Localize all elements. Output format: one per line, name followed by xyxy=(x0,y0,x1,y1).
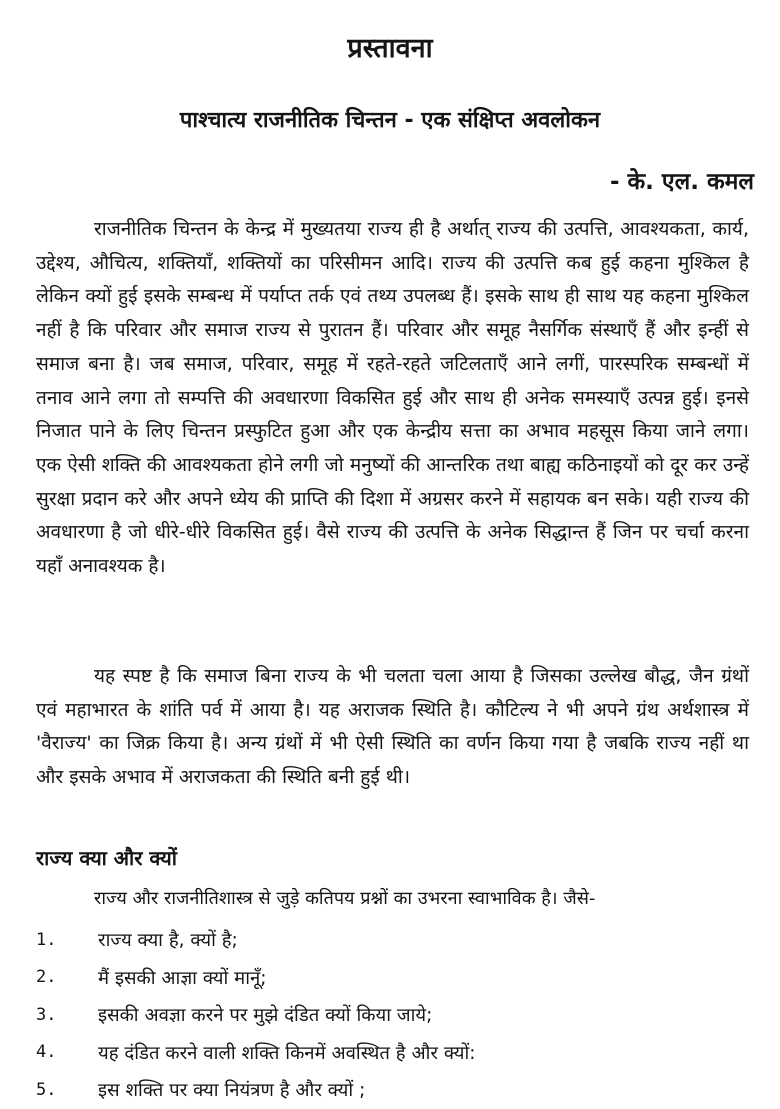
author-name: - के. एल. कमल xyxy=(609,169,754,195)
paragraph: यह स्पष्ट है कि समाज बिना राज्य के भी चलता चला आया है जिसका उल्लेख बौद्ध, जैन ग्रंथों एवं महाभारत के शांति पर्व में आया है। यह अराजक स्थिति है। कौटिल्य ने भी अपने ग्रंथ अर्थशास्त्र में 'वैराज्य' का जिक्र किया है। अन्य ग्रंथों में भी ऐसी स्थिति का वर्णन किया गया है जबकि राज्य नहीं था और इसके अभाव में अराजकता की स्थिति बनी हुई थी। xyxy=(36,665,749,789)
list-item xyxy=(36,959,756,997)
list-item-text: यह दंडित करने वाली शक्ति किनमें अवस्थित है और क्यों: xyxy=(98,1042,476,1064)
list-item-text: मैं इसकी आज्ञा क्यों मानूँ; xyxy=(98,967,267,989)
list-item-number: 4. xyxy=(36,1042,57,1063)
page-subtitle: पाश्चात्य राजनीतिक चिन्तन - एक संक्षिप्त अवलोकन xyxy=(179,108,601,133)
paragraph: राजनीतिक चिन्तन के केन्द्र में मुख्यतया राज्य ही है अर्थात् राज्य की उत्पत्ति, आवश्यकता, कार्य, उद्देश्य, औचित्य, शक्तियाँ, शक्तियों का परिसीमन आदि। राज्य की उत्पत्ति कब हुई कहना मुश्किल है लेकिन क्यों हुई इसके सम्बन्ध में पर्याप्त तर्क एवं तथ्य उपलब्ध हैं। इसके साथ ही साथ यह कहना मुश्किल नहीं है कि परिवार और समाज राज्य से पुरातन हैं। परिवार और समूह नैसर्गिक संस्थाएँ हैं और इन्हीं से समाज बना है। जब समाज, परिवार, समूह में रहते-रहते जटिलताएँ आने लगीं, पारस्परिक सम्बन्धों में तनाव आने लगा तो सम्पत्ति की अवधारणा विकसित हुई और साथ ही अनेक समस्याएँ उत्पन्न हुई। इनसे निजात पाने के लिए चिन्तन प्रस्फुटित हुआ और एक केन्द्रीय सत्ता का अभाव महसूस किया जाने लगा। एक ऐसी शक्ति की आवश्यकता होने लगी जो मनुष्यों की आन्तरिक तथा बाह्य कठिनाइयों को दूर कर उन्हें सुरक्षा प्रदान करे और अपने ध्येय की प्राप्ति की दिशा में अग्रसर करने में सहायक बन सके। यही राज्य की अवधारणा है जो धीरे-धीरे विकसित हुई। वैसे राज्य की उत्पत्ति के अनेक सिद्धान्त हैं जिन पर चर्चा करना यहाँ अनावश्यक है। xyxy=(36,218,749,578)
list-item xyxy=(36,996,756,1034)
list-item-text: इस शक्ति पर क्या नियंत्रण है और क्यों ; xyxy=(98,1080,366,1102)
list-item-text: राज्य क्या है, क्यों है; xyxy=(98,930,238,952)
section-intro: राज्य और राजनीतिशास्त्र से जुड़े कतिपय प्रश्नों का उभरना स्वाभाविक है। जैसे- xyxy=(94,888,596,909)
list-item-text: इसकी अवज्ञा करने पर मुझे दंडित क्यों किया जाये; xyxy=(98,1005,433,1027)
list-item-number: 3. xyxy=(36,1004,57,1025)
list-item-number: 1. xyxy=(36,929,57,950)
list-item xyxy=(36,1071,756,1109)
page-title: प्रस्तावना xyxy=(347,33,433,64)
list-item xyxy=(36,1034,756,1072)
question-list xyxy=(36,921,756,1109)
list-item xyxy=(36,921,756,959)
list-item-number: 2. xyxy=(36,967,57,988)
section-heading: राज्य क्या और क्यों xyxy=(36,846,177,870)
list-item-number: 5. xyxy=(36,1079,57,1100)
